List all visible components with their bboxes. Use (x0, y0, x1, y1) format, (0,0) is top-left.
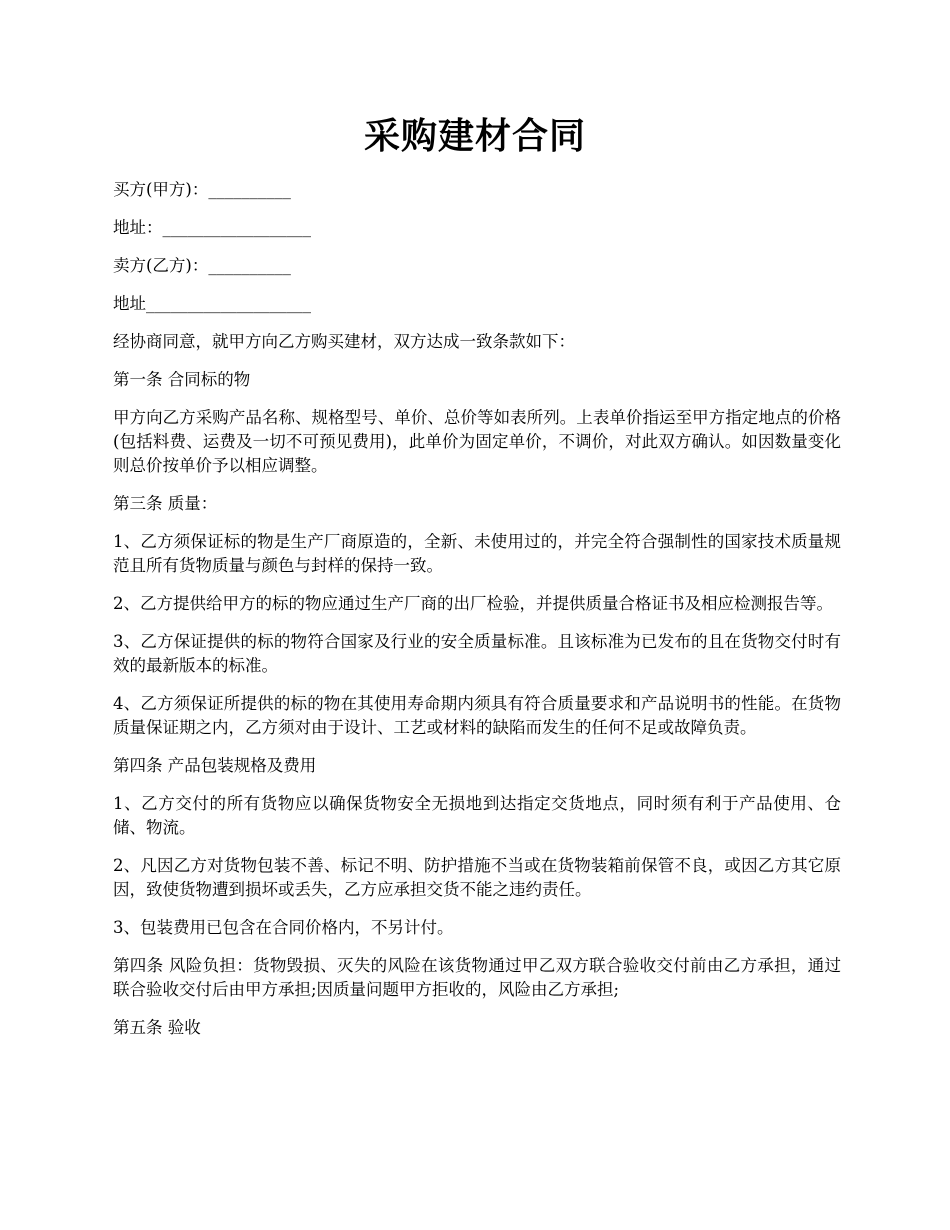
body-paragraph: 第四条 风险负担：货物毁损、灭失的风险在该货物通过甲乙双方联合验收交付前由乙方承担，通过联合验收交付后由甲方承担;因质量问题甲方拒收的，风险由乙方承担; (113, 956, 841, 999)
article-heading: 第一条 合同标的物 (113, 370, 251, 389)
preamble-paragraph: 经协商同意，就甲方向乙方购买建材，双方达成一致条款如下： (113, 332, 575, 351)
buyer-line: 买方(甲方)：__________ (113, 180, 291, 199)
article-heading: 第三条 质量： (113, 494, 218, 513)
body-paragraph: 3、乙方保证提供的标的物符合国家及行业的安全质量标准。且该标准为已发布的且在货物交付时有效的最新版本的标准。 (113, 632, 841, 675)
body-paragraph: 4、乙方须保证所提供的标的物在其使用寿命期内须具有符合质量要求和产品说明书的性能。在货物质量保证期之内，乙方须对由于设计、工艺或材料的缺陷而发生的任何不足或故障负责。 (113, 694, 841, 737)
body-paragraph: 3、包装费用已包含在合同价格内，不另计付。 (113, 918, 454, 937)
document-body (113, 178, 841, 1054)
body-paragraph: 1、乙方须保证标的物是生产厂商原造的，全新、未使用过的，并完全符合强制性的国家技术质量规范且所有货物质量与颜色与封样的保持一致。 (113, 532, 841, 575)
body-paragraph: 2、凡因乙方对货物包装不善、标记不明、防护措施不当或在货物装箱前保管不良，或因乙方其它原因，致使货物遭到损坏或丢失，乙方应承担交货不能之违约责任。 (113, 856, 841, 899)
buyer-address-line: 地址：__________________ (113, 218, 311, 237)
article-heading: 第五条 验收 (113, 1018, 201, 1037)
article-heading: 第四条 产品包装规格及费用 (113, 756, 317, 775)
body-paragraph: 甲方向乙方采购产品名称、规格型号、单价、总价等如表所列。上表单价指运至甲方指定地点的价格(包括料费、运费及一切不可预见费用)，此单价为固定单价，不调价，对此双方确认。如因数量变化则总价按单价予以相应调整。 (113, 408, 841, 475)
seller-address-line: 地址____________________ (113, 294, 311, 313)
body-paragraph: 1、乙方交付的所有货物应以确保货物安全无损地到达指定交货地点，同时须有利于产品使用、仓储、物流。 (113, 794, 841, 837)
document-title: 采购建材合同 (363, 115, 586, 157)
seller-line: 卖方(乙方)：__________ (113, 256, 291, 275)
body-paragraph: 2、乙方提供给甲方的标的物应通过生产厂商的出厂检验，并提供质量合格证书及相应检测报告等。 (113, 594, 833, 613)
